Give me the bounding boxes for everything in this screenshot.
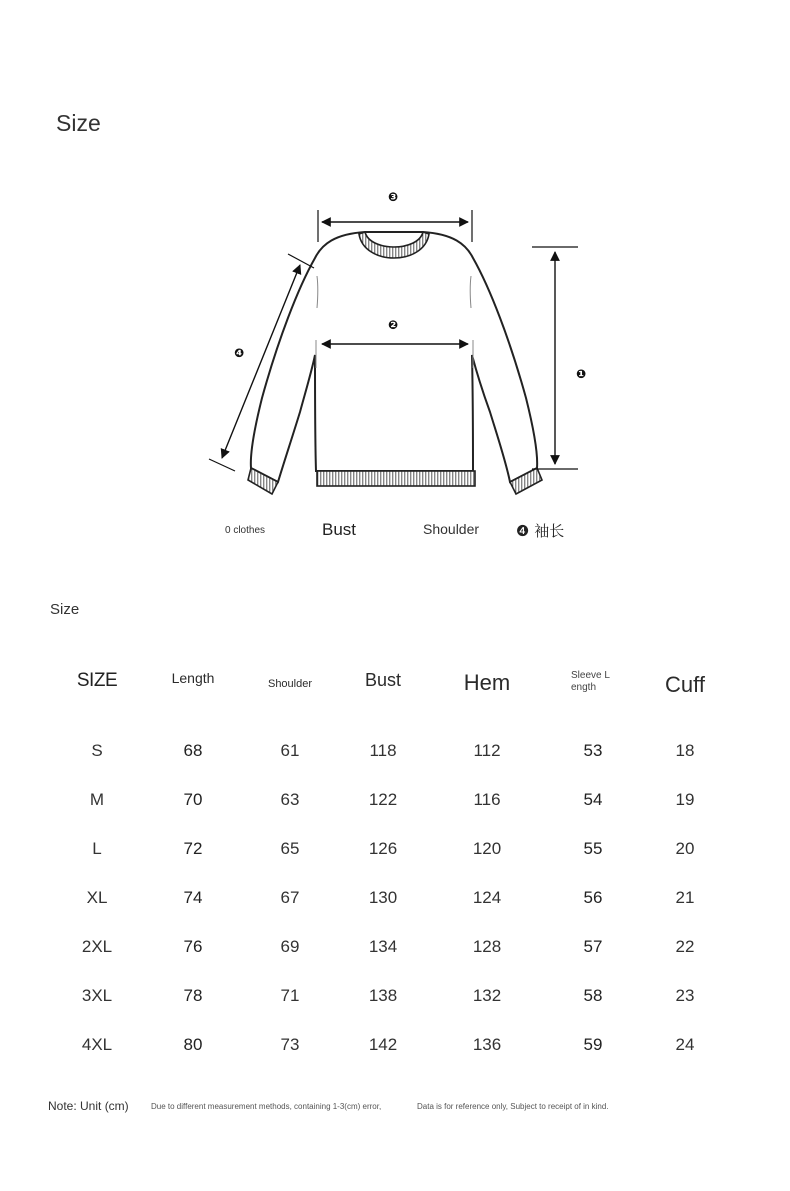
cell-cuff: 18 xyxy=(675,741,695,760)
legend-item-bust: Bust xyxy=(322,520,357,539)
size-table xyxy=(48,662,748,1072)
cell-sleeve-length: 59 xyxy=(583,1035,603,1054)
cell-shoulder: 63 xyxy=(280,790,300,809)
cell-shoulder: 65 xyxy=(280,839,300,858)
cell-bust: 122 xyxy=(368,790,398,809)
cell-cuff: 24 xyxy=(675,1035,695,1054)
table-row xyxy=(48,827,748,876)
cell-length: 80 xyxy=(183,1035,203,1054)
header-bust: Bust xyxy=(364,670,402,690)
cell-length: 74 xyxy=(183,888,203,907)
reference-note: Data is for reference only, Subject to receipt of in kind. xyxy=(417,1102,609,1111)
cell-sleeve-length: 55 xyxy=(583,839,603,858)
cell-cuff: 23 xyxy=(675,986,695,1005)
cell-shoulder: 67 xyxy=(280,888,300,907)
cell-hem: 132 xyxy=(472,986,502,1005)
cell-bust: 142 xyxy=(368,1035,398,1054)
table-row xyxy=(48,925,748,974)
cell-hem: 112 xyxy=(473,741,501,760)
table-row xyxy=(48,729,748,778)
header-length: Length xyxy=(171,670,215,686)
cell-bust: 130 xyxy=(368,888,398,907)
cell-shoulder: 71 xyxy=(280,986,300,1005)
cell-length: 68 xyxy=(183,741,203,760)
table-row xyxy=(48,876,748,925)
cell-length: 78 xyxy=(183,986,203,1005)
table-row xyxy=(48,974,748,1023)
cell-hem: 128 xyxy=(472,937,502,956)
header-size: SIZE xyxy=(76,670,118,691)
sweatshirt-outline xyxy=(251,232,537,482)
cell-shoulder: 61 xyxy=(280,741,300,760)
legend-item-shoulder: Shoulder xyxy=(423,521,480,537)
cell-cuff: 22 xyxy=(675,937,695,956)
marker-2: ❷ xyxy=(388,318,399,332)
cell-sleeve-length: 54 xyxy=(583,790,603,809)
cell-bust: 134 xyxy=(368,937,398,956)
marker-3: ❸ xyxy=(388,190,399,204)
cell-length: 72 xyxy=(183,839,203,858)
table-row xyxy=(48,1023,748,1072)
cell-bust: 118 xyxy=(369,741,397,760)
error-note: Due to different measurement methods, containing 1-3(cm) error, xyxy=(151,1102,382,1111)
cell-bust: 126 xyxy=(368,839,398,858)
table-row xyxy=(48,778,748,827)
unit-note: Note: Unit (cm) xyxy=(48,1099,129,1113)
cell-size: XL xyxy=(86,888,108,907)
cell-size: L xyxy=(92,839,102,858)
cell-size: 2XL xyxy=(81,937,113,956)
legend-item-sleeve: ❹ 袖长 xyxy=(516,522,565,540)
cell-cuff: 20 xyxy=(675,839,695,858)
page-title: Size xyxy=(56,110,101,136)
cell-hem: 124 xyxy=(472,888,502,907)
header-cuff: Cuff xyxy=(665,672,705,697)
cell-size: 4XL xyxy=(81,1035,113,1054)
cell-sleeve-length: 56 xyxy=(583,888,603,907)
sweatshirt-diagram xyxy=(200,180,600,500)
cell-shoulder: 69 xyxy=(280,937,300,956)
hem-rib xyxy=(317,471,475,486)
cell-cuff: 19 xyxy=(675,790,695,809)
legend-item-clothes: 0 clothes xyxy=(225,525,266,536)
cell-sleeve-length: 53 xyxy=(583,741,603,760)
cell-hem: 136 xyxy=(472,1035,502,1054)
cell-hem: 116 xyxy=(473,790,501,809)
cell-length: 76 xyxy=(183,937,203,956)
cell-hem: 120 xyxy=(472,839,502,858)
marker-1: ❶ xyxy=(576,367,587,381)
cell-bust: 138 xyxy=(368,986,398,1005)
cell-length: 70 xyxy=(183,790,203,809)
cell-sleeve-length: 57 xyxy=(583,937,603,956)
section-label: Size xyxy=(50,601,80,618)
header-hem: Hem xyxy=(463,670,511,695)
cell-shoulder: 73 xyxy=(280,1035,300,1054)
cell-size: 3XL xyxy=(81,986,113,1005)
header-shoulder: Shoulder xyxy=(267,678,313,690)
cell-sleeve-length: 58 xyxy=(583,986,603,1005)
marker-4: ❹ xyxy=(234,346,245,360)
header-sleeve-length: Sleeve L ength xyxy=(571,670,610,693)
table-header-row xyxy=(48,662,748,707)
cell-cuff: 21 xyxy=(675,888,695,907)
cell-size: M xyxy=(89,790,105,809)
cell-size: S xyxy=(91,741,103,760)
